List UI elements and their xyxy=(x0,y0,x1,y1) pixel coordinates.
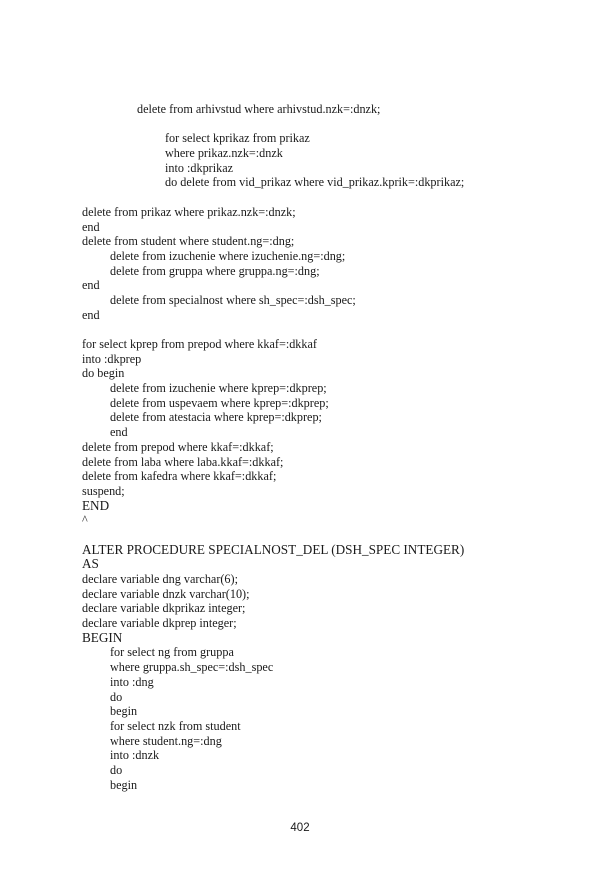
blank-line xyxy=(82,117,582,132)
blank-line xyxy=(82,322,582,337)
code-line: for select kprep from prepod where kkaf=:dkkaf xyxy=(82,337,317,351)
code-line: declare variable dkprep integer; xyxy=(82,616,237,631)
code-line: delete from kafedra where kkaf=:dkkaf; xyxy=(82,469,277,484)
code-line: ^ xyxy=(82,513,88,528)
code-line: do begin xyxy=(82,366,125,381)
blank-line xyxy=(82,190,582,205)
code-line: delete from laba where laba.kkaf=:dkkaf; xyxy=(82,454,284,469)
code-line: into :dkprikaz xyxy=(165,160,234,175)
code-line: declare variable dkprikaz integer; xyxy=(82,601,246,616)
code-line: do xyxy=(110,689,123,704)
code-line: declare variable dng varchar(6); xyxy=(82,572,238,586)
code-line: where student.ng=:dng xyxy=(110,733,222,748)
code-line: declare variable dnzk varchar(10); xyxy=(82,586,250,601)
code-line: into :dkprep xyxy=(82,351,142,366)
code-line: delete from arhivstud where arhivstud.nzk=:dnzk; xyxy=(137,102,381,116)
code-line: delete from gruppa where gruppa.ng=:dng; xyxy=(110,263,320,278)
code-line: end xyxy=(82,307,100,322)
code-line: END xyxy=(82,497,110,513)
code-line: delete from uspevaem where kprep=:dkprep; xyxy=(110,395,329,410)
code-line: where prikaz.nzk=:dnzk xyxy=(165,146,283,161)
code-line: AS xyxy=(82,556,99,572)
code-line: delete from student where student.ng=:dng; xyxy=(82,234,295,249)
code-line: end xyxy=(82,278,100,293)
code-line: end xyxy=(110,425,128,440)
code-line: for select nzk from student xyxy=(110,718,241,733)
code-line: where gruppa.sh_spec=:dsh_spec xyxy=(110,660,274,675)
code-line: delete from izuchenie where kprep=:dkprep; xyxy=(110,381,327,396)
code-line: delete from specialnost where sh_spec=:dsh_spec; xyxy=(110,292,356,307)
code-line: begin xyxy=(110,704,138,719)
code-line: for select kprikaz from prikaz xyxy=(165,131,310,146)
code-line: into :dnzk xyxy=(110,748,160,763)
code-line: for select ng from gruppa xyxy=(110,645,234,660)
code-line: begin xyxy=(110,777,138,792)
page-number: 402 xyxy=(290,822,310,834)
code-line: do xyxy=(110,762,123,777)
code-line: delete from prepod where kkaf=:dkkaf; xyxy=(82,439,274,454)
code-line: suspend; xyxy=(82,483,125,498)
code-line: do delete from vid_prikaz where vid_prikaz.kprik=:dkprikaz; xyxy=(165,175,465,190)
code-line: BEGIN xyxy=(82,629,123,645)
blank-line xyxy=(82,528,582,543)
code-listing xyxy=(82,102,582,792)
code-line: into :dng xyxy=(110,674,154,689)
code-line: ALTER PROCEDURE SPECIALNOST_DEL (DSH_SPEC INTEGER) xyxy=(82,541,465,557)
code-line: delete from atestacia where kprep=:dkprep; xyxy=(110,410,322,425)
code-line: delete from izuchenie where izuchenie.ng=:dng; xyxy=(110,248,346,263)
code-line: end xyxy=(82,219,100,234)
code-line: delete from prikaz where prikaz.nzk=:dnzk; xyxy=(82,204,296,219)
